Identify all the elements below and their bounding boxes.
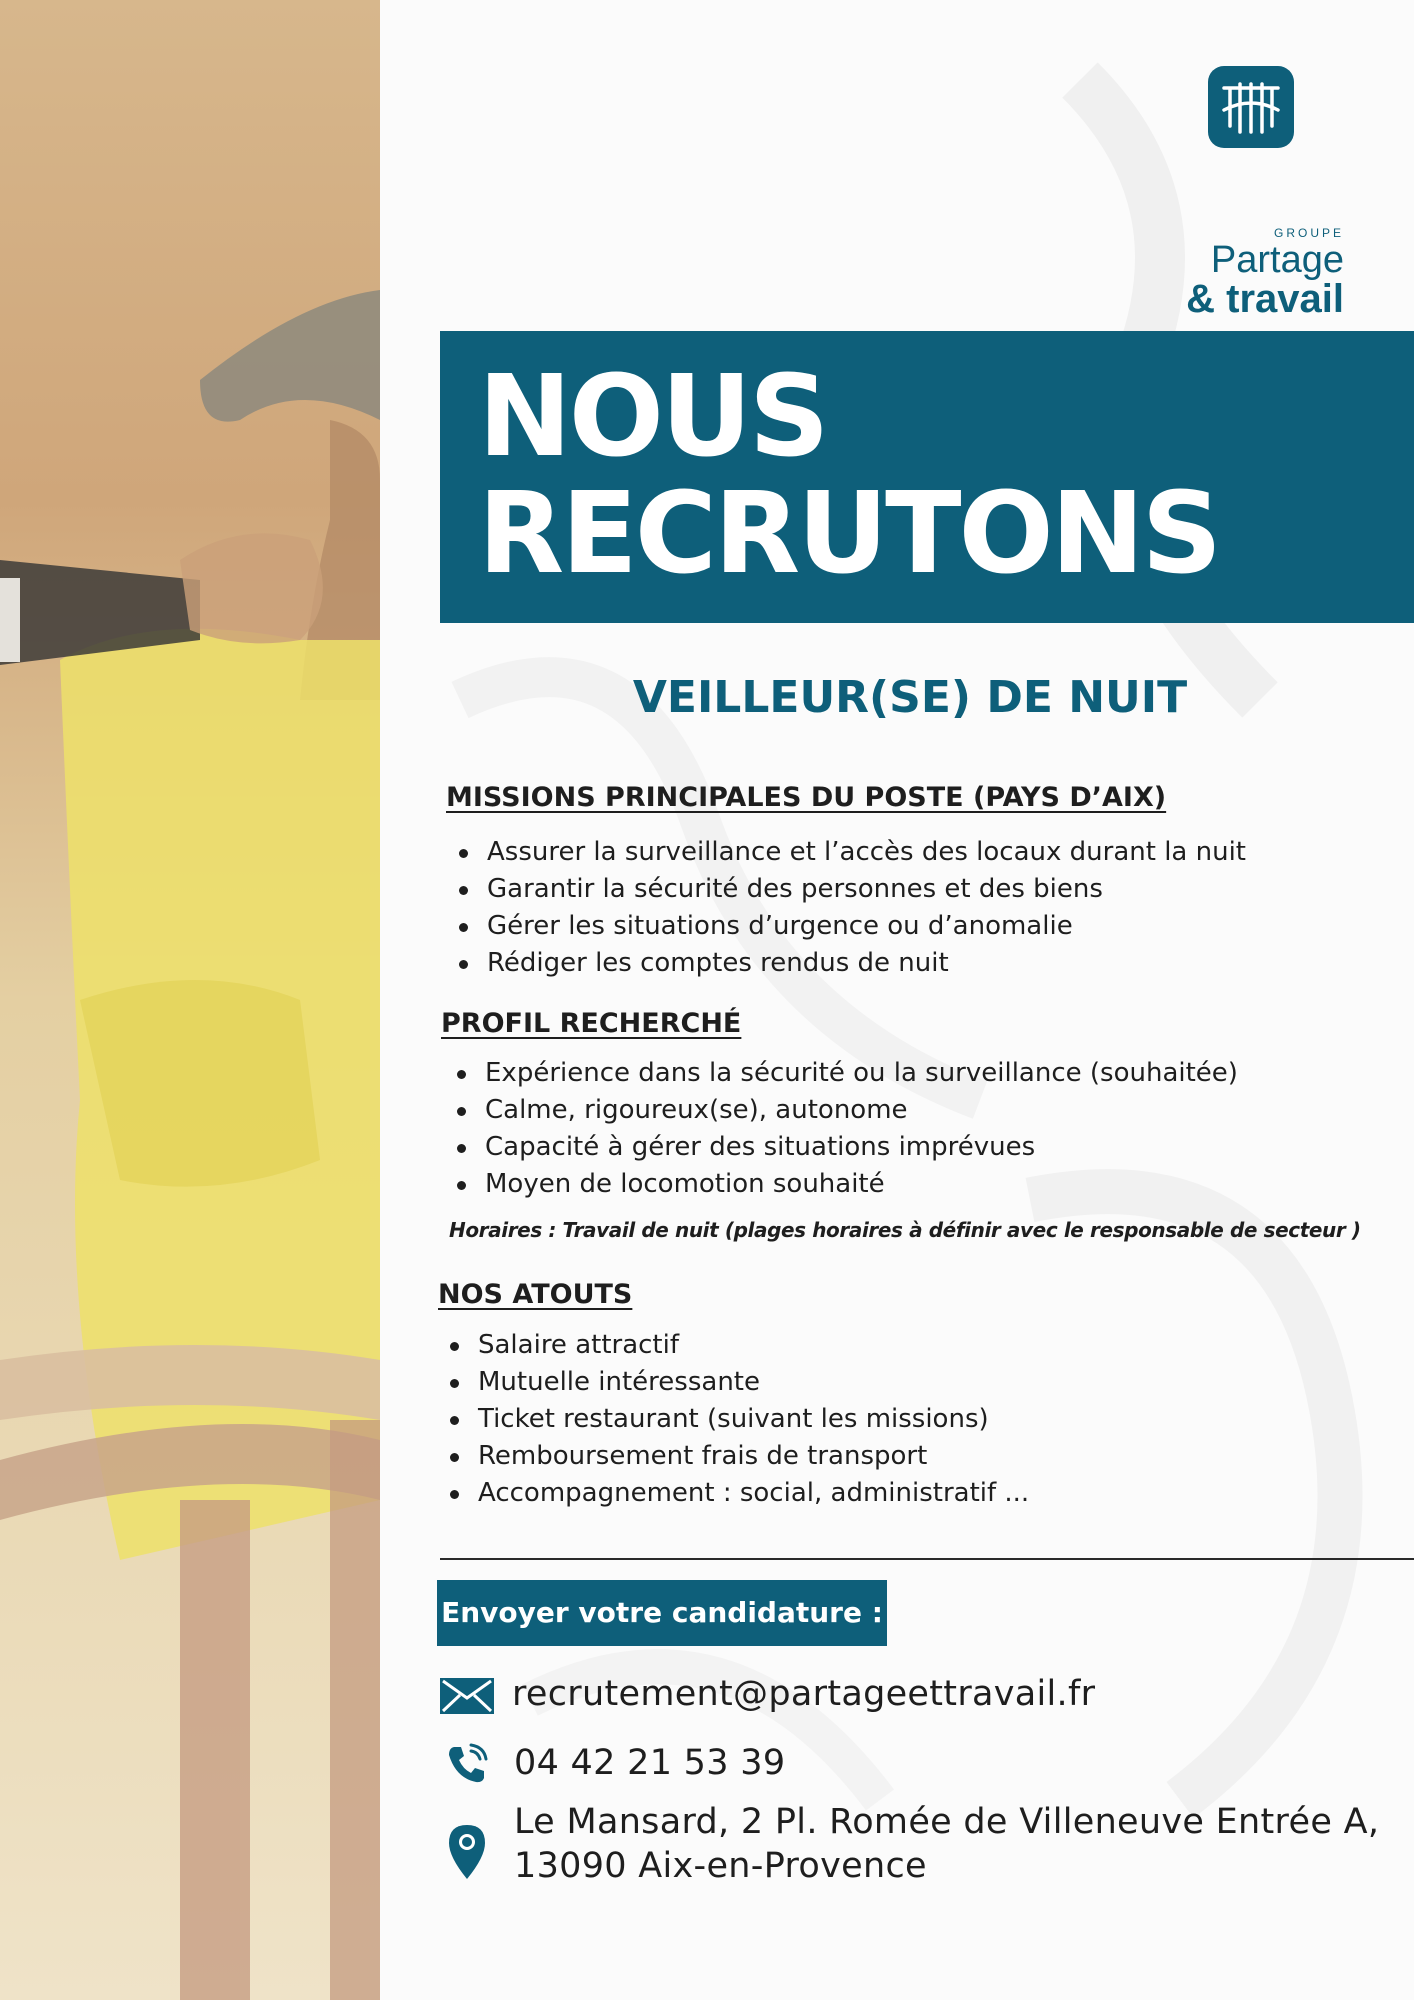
logo-name-line2: & travail bbox=[1186, 277, 1344, 321]
missions-list bbox=[455, 834, 1246, 982]
profil-list bbox=[453, 1055, 1238, 1203]
job-title: VEILLEUR(SE) DE NUIT bbox=[632, 672, 1188, 723]
envelope-icon bbox=[440, 1678, 494, 1718]
list-item: Garantir la sécurité des personnes et des biens bbox=[455, 871, 1246, 908]
contact-email[interactable]: recrutement@partageettravail.fr bbox=[512, 1674, 1096, 1714]
company-logo bbox=[1160, 62, 1360, 321]
horaires-note: Horaires : Travail de nuit (plages horaires à définir avec le responsable de secteur ) bbox=[449, 1218, 1361, 1242]
atouts-list bbox=[446, 1327, 1029, 1512]
list-item: Ticket restaurant (suivant les missions) bbox=[446, 1401, 1029, 1438]
list-item: Remboursement frais de transport bbox=[446, 1438, 1029, 1475]
logo-groupe-text: GROUPE bbox=[1273, 226, 1344, 240]
list-item: Capacité à gérer des situations imprévues bbox=[453, 1129, 1238, 1166]
list-item: Accompagnement : social, administratif ... bbox=[446, 1475, 1029, 1512]
apply-banner: Envoyer votre candidature : bbox=[437, 1580, 887, 1646]
list-item: Mutuelle intéressante bbox=[446, 1364, 1029, 1401]
list-item: Assurer la surveillance et l’accès des locaux durant la nuit bbox=[455, 834, 1246, 871]
list-item: Expérience dans la sécurité ou la surveillance (souhaitée) bbox=[453, 1055, 1238, 1092]
list-item: Rédiger les comptes rendus de nuit bbox=[455, 945, 1246, 982]
divider bbox=[440, 1558, 1414, 1560]
hero-photo bbox=[0, 0, 380, 2000]
headline-line1: NOUS bbox=[478, 352, 827, 482]
list-item: Salaire attractif bbox=[446, 1327, 1029, 1364]
headline-banner bbox=[440, 331, 1414, 623]
list-item: Gérer les situations d’urgence ou d’anomalie bbox=[455, 908, 1246, 945]
contact-address-line2: 13090 Aix-en-Provence bbox=[514, 1846, 927, 1886]
watchman-illustration bbox=[0, 0, 380, 2000]
contact-address-line1: Le Mansard, 2 Pl. Romée de Villeneuve Entrée A, bbox=[514, 1802, 1380, 1842]
logo-name-line1: Partage bbox=[1210, 239, 1344, 281]
atouts-heading: NOS ATOUTS bbox=[438, 1279, 633, 1310]
list-item: Moyen de locomotion souhaité bbox=[453, 1166, 1238, 1203]
missions-heading: MISSIONS PRINCIPALES DU POSTE (PAYS D’AIX) bbox=[446, 782, 1167, 813]
list-item: Calme, rigoureux(se), autonome bbox=[453, 1092, 1238, 1129]
phone-icon bbox=[444, 1741, 490, 1791]
location-pin-icon bbox=[446, 1823, 488, 1885]
profil-heading: PROFIL RECHERCHÉ bbox=[441, 1008, 742, 1039]
logo-mark-icon bbox=[1208, 66, 1294, 148]
contact-phone[interactable]: 04 42 21 53 39 bbox=[514, 1743, 786, 1783]
headline-line2: RECRUTONS bbox=[478, 469, 1220, 599]
